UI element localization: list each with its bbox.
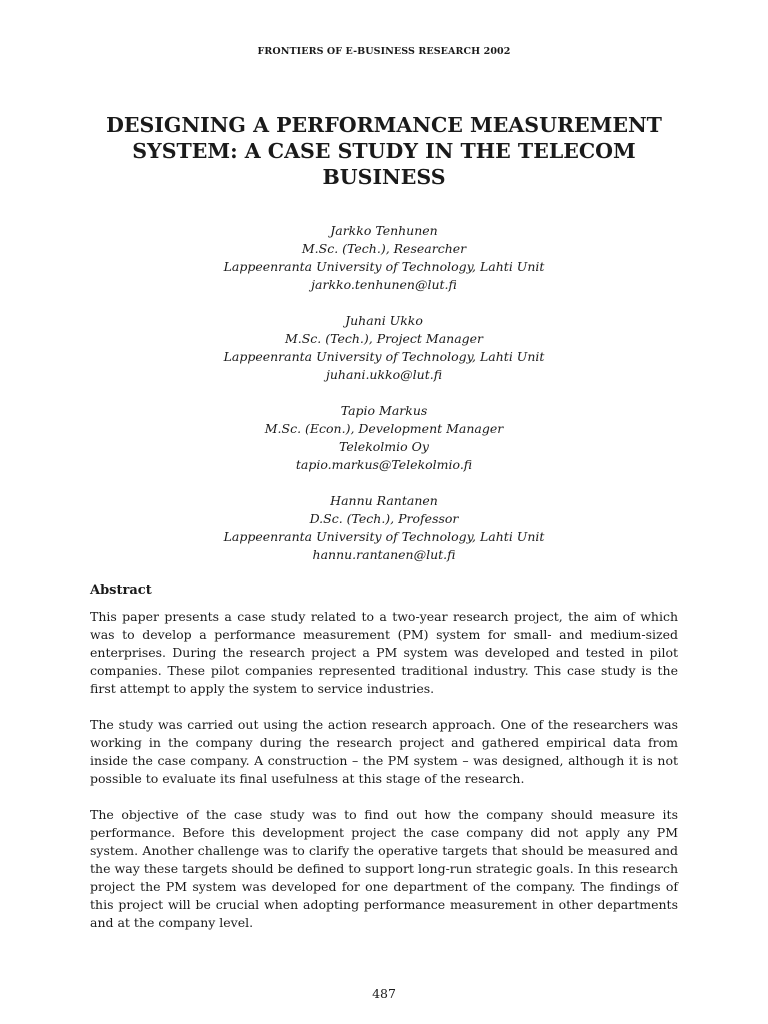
author-list [0, 222, 768, 582]
author-block [0, 492, 768, 564]
author-email: tapio.markus@Telekolmio.fi [295, 457, 473, 472]
paper-title [90, 112, 678, 190]
author-affiliation: Telekolmio Oy [339, 439, 429, 454]
author-block [0, 222, 768, 294]
author-email: jarkko.tenhunen@lut.fi [311, 277, 457, 292]
page-number: 487 [372, 986, 396, 1001]
abstract-paragraph: The study was carried out using the action research approach. One of the researchers was working in the company during the research project and gathered empirical data from inside the case company. A construction – the PM system – was designed, although it is not possible to evaluate its final usefulness at this stage of the research. [90, 717, 678, 786]
running-head: FRONTIERS OF E-BUSINESS RESEARCH 2002 [257, 46, 511, 57]
author-affiliation: Lappeenranta University of Technology, Lahti Unit [223, 529, 545, 544]
abstract-paragraph: This paper presents a case study related to a two-year research project, the aim of which was to develop a performance measurement (PM) system for small- and medium-sized enterprises. During the research project a PM system was developed and tested in pilot companies. These pilot companies represented traditional industry. This case study is the first attempt to apply the system to service industries. [90, 609, 678, 696]
author-affiliation: Lappeenranta University of Technology, Lahti Unit [223, 259, 545, 274]
author-position: M.Sc. (Econ.), Development Manager [264, 421, 504, 436]
author-name: Juhani Ukko [345, 313, 423, 328]
title-line: SYSTEM: A CASE STUDY IN THE TELECOM [132, 139, 636, 163]
title-line: DESIGNING A PERFORMANCE MEASUREMENT [106, 113, 662, 137]
author-name: Hannu Rantanen [330, 493, 438, 508]
title-line: BUSINESS [322, 165, 446, 189]
author-email: hannu.rantanen@lut.fi [312, 547, 456, 562]
abstract-heading: Abstract [90, 583, 152, 598]
author-affiliation: Lappeenranta University of Technology, Lahti Unit [223, 349, 545, 364]
author-position: D.Sc. (Tech.), Professor [309, 511, 459, 526]
author-position: M.Sc. (Tech.), Researcher [301, 241, 467, 256]
author-block [0, 402, 768, 474]
author-email: juhani.ukko@lut.fi [325, 367, 443, 382]
author-name: Jarkko Tenhunen [330, 223, 438, 238]
abstract-body [90, 608, 678, 950]
abstract-paragraph: The objective of the case study was to find out how the company should measure its performance. Before this development project the case company did not apply any PM system. Another challenge was to clarify the operative targets that should be measured and the way these targets should be defined to support long-run strategic goals. In this research project the PM system was developed for one department of the company. The findings of this project will be crucial when adopting performance measurement in other departments and at the company level. [90, 807, 678, 930]
author-position: M.Sc. (Tech.), Project Manager [284, 331, 484, 346]
author-block [0, 312, 768, 384]
author-name: Tapio Markus [340, 403, 428, 418]
